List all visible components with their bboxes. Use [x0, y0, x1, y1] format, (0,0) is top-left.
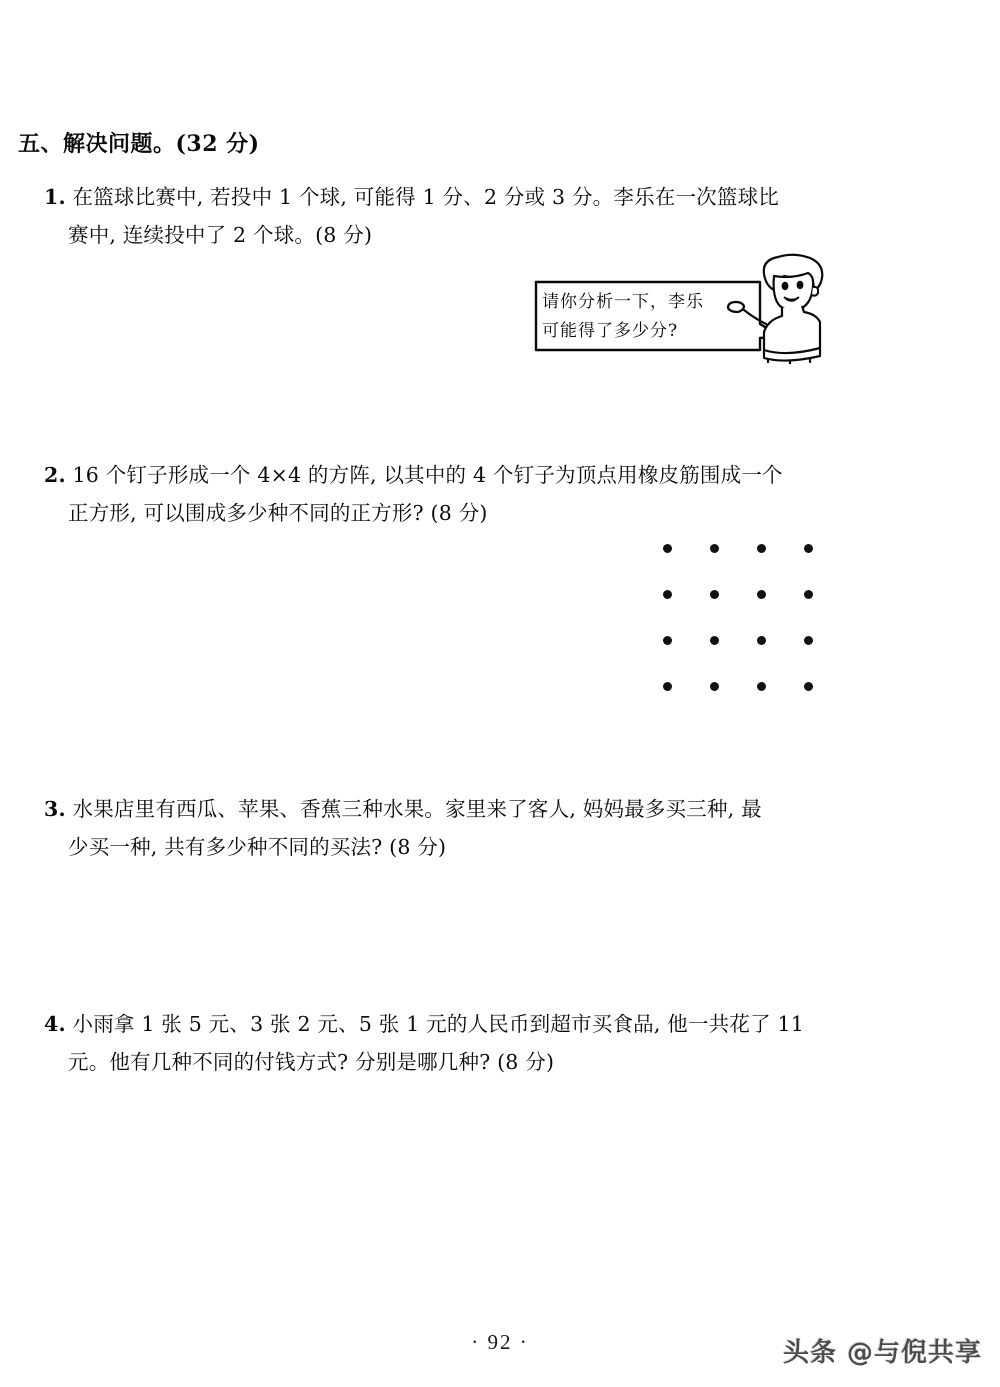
- question-1-illustration: [528, 252, 848, 364]
- speech-bubble-line-2: 可能得了多少分?: [542, 321, 679, 341]
- grid-dot: [707, 632, 754, 678]
- grid-dot: [707, 678, 754, 724]
- grid-dot: [660, 586, 707, 632]
- grid-dot: [801, 632, 848, 678]
- grid-dot: [660, 678, 707, 724]
- question-4-number: 4.: [44, 1012, 66, 1036]
- grid-dot: [754, 540, 801, 586]
- watermark: 头条 @与倪共享: [782, 1338, 982, 1368]
- grid-dot: [754, 586, 801, 632]
- grid-dot: [801, 678, 848, 724]
- question-2: [44, 456, 834, 532]
- question-3-line-2: 少买一种, 共有多少种不同的买法? (8 分): [68, 835, 447, 859]
- question-2-text-1: 16 个钉子形成一个 4×4 的方阵, 以其中的 4 个钉子为顶点用橡皮筋围成一个: [72, 463, 783, 487]
- grid-dot: [707, 540, 754, 586]
- question-3-number: 3.: [44, 797, 66, 821]
- boy-ear: [812, 287, 818, 296]
- boy-shirt: [764, 306, 820, 355]
- grid-dot: [754, 678, 801, 724]
- question-1-number: 1.: [44, 185, 66, 209]
- question-1-text-1: 在篮球比赛中, 若投中 1 个球, 可能得 1 分、2 分或 3 分。李乐在一次篮球比: [72, 185, 779, 209]
- question-4: [44, 1005, 834, 1081]
- question-3-line-1: [44, 790, 834, 828]
- boy-right-eye: [797, 281, 804, 289]
- question-2-line-1: [44, 456, 834, 494]
- dot-grid-4x4: [660, 540, 848, 724]
- question-1: [44, 178, 834, 254]
- question-2-number: 2.: [44, 463, 66, 487]
- grid-dot: [801, 540, 848, 586]
- question-4-line-2: 元。他有几种不同的付钱方式? 分别是哪几种? (8 分): [68, 1050, 555, 1074]
- speech-bubble-line-1: 请你分析一下，李乐: [542, 292, 704, 312]
- question-4-line-1: [44, 1005, 834, 1043]
- question-1-line-1: [44, 178, 834, 216]
- grid-dot: [801, 586, 848, 632]
- boy-left-eye: [782, 282, 789, 290]
- boy-face: [774, 273, 814, 311]
- grid-dot: [660, 540, 707, 586]
- speech-bubble-text: [542, 288, 748, 346]
- grid-dot: [707, 586, 754, 632]
- question-3: [44, 790, 834, 866]
- grid-dot: [660, 632, 707, 678]
- question-2-line-2: 正方形, 可以围成多少种不同的正方形? (8 分): [68, 501, 488, 525]
- section-heading: 五、解决问题。(32 分): [18, 131, 260, 157]
- page-number: · 92 ·: [471, 1330, 529, 1354]
- question-3-text-1: 水果店里有西瓜、苹果、香蕉三种水果。家里来了客人, 妈妈最多买三种, 最: [72, 797, 762, 821]
- question-1-line-2: 赛中, 连续投中了 2 个球。(8 分): [68, 223, 373, 247]
- question-4-text-1: 小雨拿 1 张 5 元、3 张 2 元、5 张 1 元的人民币到超市买食品, 他一共花了 11: [72, 1012, 804, 1036]
- grid-dot: [754, 632, 801, 678]
